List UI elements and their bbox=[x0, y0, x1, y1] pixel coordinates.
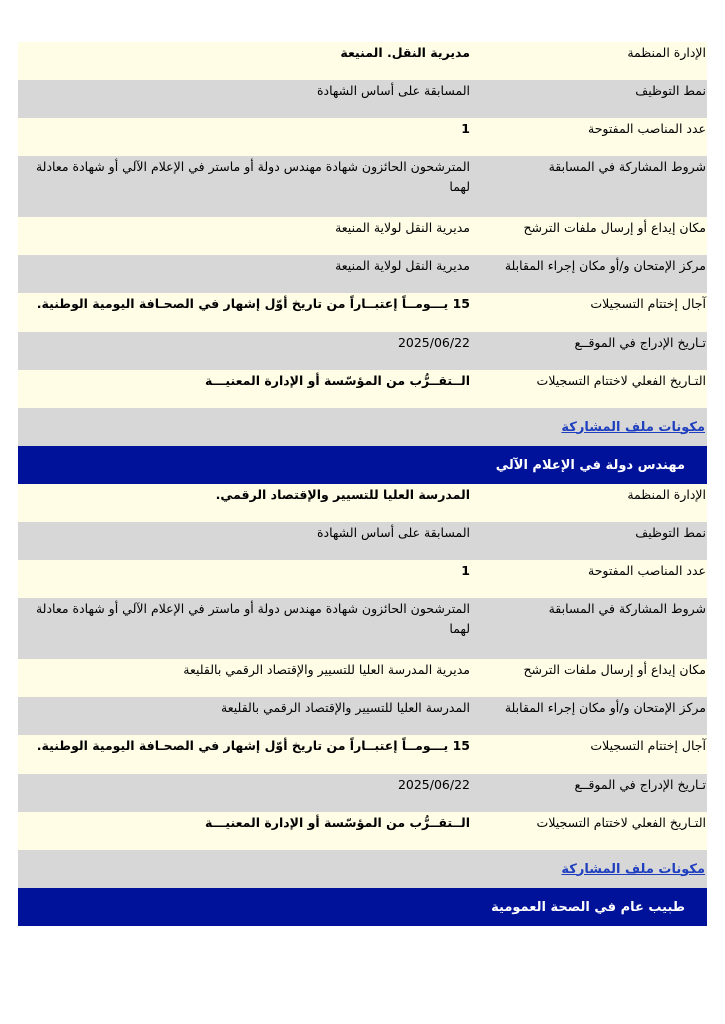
value-org: المدرسة العليا للتسيير والإقتصاد الرقمي. bbox=[215, 487, 470, 502]
job-header-general-doctor: طبيب عام في الصحة العمومية bbox=[18, 888, 707, 926]
value-conditions: المترشحون الحائزون شهادة مهندس دولة أو ماستر في الإعلام الآلي أو شهادة معادلة لهما bbox=[35, 159, 470, 194]
row-conditions bbox=[18, 598, 707, 659]
value-exam: المدرسة العليا للتسيير والإقتصاد الرقمي بالقليعة bbox=[221, 700, 470, 715]
value-org: مديرية النقل. المنيعة bbox=[340, 45, 470, 60]
row-type bbox=[18, 80, 707, 118]
job-header-computer-engineer: مهندس دولة في الإعلام الآلي bbox=[18, 446, 707, 484]
label-conditions: شروط المشاركة في المسابقة bbox=[548, 601, 706, 616]
label-org: الإدارة المنظمة bbox=[627, 45, 706, 60]
value-deposit: مديرية المدرسة العليا للتسيير والإقتصاد الرقمي بالقليعة bbox=[183, 662, 470, 677]
row-deposit bbox=[18, 217, 707, 255]
value-posted: 2025/06/22 bbox=[397, 777, 470, 792]
label-posts: عدد المناصب المفتوحة bbox=[588, 563, 706, 578]
value-exam: مديرية النقل لولاية المنيعة bbox=[335, 258, 470, 273]
row-type bbox=[18, 522, 707, 560]
value-actual: الــتقــرُّب من المؤسّسة أو الإدارة المعنيـــة bbox=[205, 373, 470, 388]
value-posts: 1 bbox=[461, 563, 470, 578]
value-deposit: مديرية النقل لولاية المنيعة bbox=[335, 220, 470, 235]
label-deposit: مكان إيداع أو إرسال ملفات الترشح bbox=[523, 220, 706, 235]
value-type: المسابقة على أساس الشهادة bbox=[316, 83, 470, 98]
label-org: الإدارة المنظمة bbox=[627, 487, 706, 502]
label-type: نمط التوظيف bbox=[635, 83, 706, 98]
value-deadline: 15 يـــومــاً إعتبــاراً من تاريخ أوّل إشهار في الصحـافة اليومية الوطنية. bbox=[36, 296, 470, 311]
value-deadline: 15 يـــومــاً إعتبــاراً من تاريخ أوّل إشهار في الصحـافة اليومية الوطنية. bbox=[36, 738, 470, 753]
label-posted: تـاريخ الإدراج في الموقــع bbox=[574, 335, 706, 350]
row-posts bbox=[18, 118, 707, 156]
label-exam: مركز الإمتحان و/أو مكان إجراء المقابلة bbox=[504, 258, 706, 273]
row-org bbox=[18, 42, 707, 80]
row-posts bbox=[18, 560, 707, 598]
row-exam bbox=[18, 697, 707, 735]
label-actual: التـاريخ الفعلي لاختتام التسجيلات bbox=[536, 373, 706, 388]
label-deadline: آجال إختتام التسجيلات bbox=[590, 738, 706, 753]
row-org bbox=[18, 484, 707, 522]
row-actual bbox=[18, 370, 707, 408]
label-posts: عدد المناصب المفتوحة bbox=[588, 121, 706, 136]
row-exam bbox=[18, 255, 707, 293]
value-posts: 1 bbox=[461, 121, 470, 136]
participation-file-link[interactable]: مكونات ملف المشاركة bbox=[561, 419, 705, 435]
row-link-2 bbox=[18, 850, 707, 888]
label-type: نمط التوظيف bbox=[635, 525, 706, 540]
label-actual: التـاريخ الفعلي لاختتام التسجيلات bbox=[536, 815, 706, 830]
label-exam: مركز الإمتحان و/أو مكان إجراء المقابلة bbox=[504, 700, 706, 715]
value-conditions: المترشحون الحائزون شهادة مهندس دولة أو ماستر في الإعلام الآلي أو شهادة معادلة لهما bbox=[35, 601, 470, 636]
label-deadline: آجال إختتام التسجيلات bbox=[590, 296, 706, 311]
row-link-1 bbox=[18, 408, 707, 446]
label-posted: تـاريخ الإدراج في الموقــع bbox=[574, 777, 706, 792]
row-actual bbox=[18, 812, 707, 850]
row-deadline bbox=[18, 293, 707, 332]
value-actual: الــتقــرُّب من المؤسّسة أو الإدارة المعنيـــة bbox=[205, 815, 470, 830]
value-posted: 2025/06/22 bbox=[397, 335, 470, 350]
job-listing-table bbox=[18, 42, 707, 926]
row-deposit bbox=[18, 659, 707, 697]
label-deposit: مكان إيداع أو إرسال ملفات الترشح bbox=[523, 662, 706, 677]
row-deadline bbox=[18, 735, 707, 774]
participation-file-link[interactable]: مكونات ملف المشاركة bbox=[561, 861, 705, 877]
value-type: المسابقة على أساس الشهادة bbox=[316, 525, 470, 540]
row-posted bbox=[18, 332, 707, 370]
row-conditions bbox=[18, 156, 707, 217]
row-posted bbox=[18, 774, 707, 812]
label-conditions: شروط المشاركة في المسابقة bbox=[548, 159, 706, 174]
